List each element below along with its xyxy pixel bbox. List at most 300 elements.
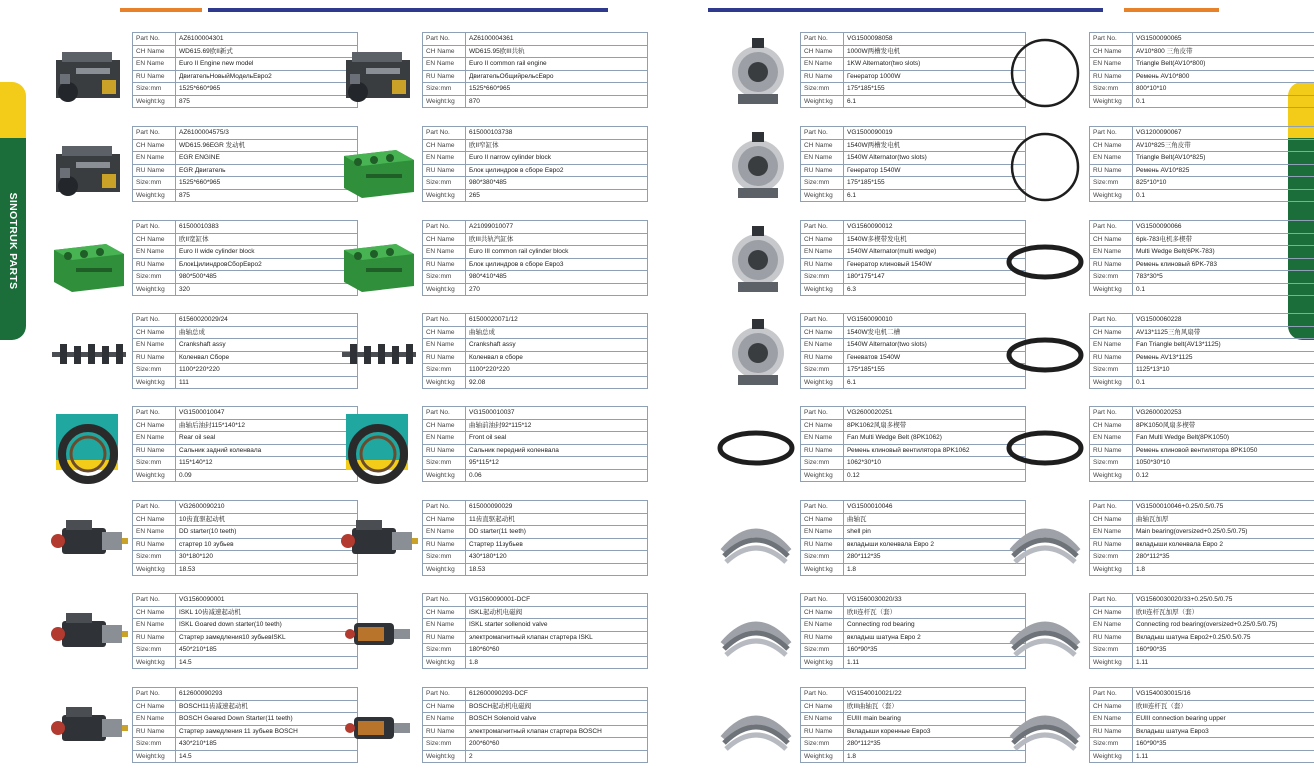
spec-label: Part No. — [1090, 127, 1133, 140]
side-tab-right — [1288, 82, 1314, 340]
spec-row-part — [133, 407, 358, 420]
spec-value-en: Main bearing(oversized+0.25/0.5/0.75) — [1133, 526, 1314, 539]
spec-row-ch — [801, 233, 1026, 246]
spec-value-weight: 6.1 — [844, 189, 1026, 202]
spec-row-weight — [423, 95, 648, 108]
spec-value-en: Fan Multi Wedge Belt (8PK1062) — [844, 432, 1026, 445]
spec-label: Part No. — [423, 594, 466, 607]
spec-value-weight: 0.12 — [844, 469, 1026, 482]
spec-row-weight — [423, 283, 648, 296]
spec-value-ch: 10齿直驱起动机 — [176, 513, 358, 526]
spec-value-size: 1525*660*965 — [176, 177, 358, 190]
product-spec-table — [1089, 32, 1314, 108]
spec-label: EN Name — [801, 152, 844, 165]
top-accent-navy-left — [208, 8, 608, 12]
spec-row-ch — [423, 700, 648, 713]
spec-label: RU Name — [133, 725, 176, 738]
spec-value-ch: WD615.69欧II新式 — [176, 45, 358, 58]
spec-label: CH Name — [133, 326, 176, 339]
spec-value-weight: 2 — [466, 750, 648, 763]
spec-row-ch — [1090, 233, 1314, 246]
spec-value-en: 1KW Alternator(two slots) — [844, 58, 1026, 71]
spec-value-part: VG1560090010 — [844, 314, 1026, 327]
spec-value-size: 800*10*10 — [1133, 83, 1314, 96]
spec-row-ch — [423, 233, 648, 246]
spec-label: Size:mm — [133, 83, 176, 96]
spec-row-ru — [1090, 351, 1314, 364]
spec-row-ch — [801, 139, 1026, 152]
spec-row-part — [423, 314, 648, 327]
spec-row-part — [1090, 407, 1314, 420]
spec-value-part: VG1500010046+0.25/0.5/0.75 — [1133, 501, 1314, 514]
spec-value-en: 1540W Alternator(two slots) — [844, 339, 1026, 352]
spec-row-ru — [801, 538, 1026, 551]
spec-row-ch — [423, 513, 648, 526]
spec-value-ru: электромагнитный клапан стартера ISKL — [466, 631, 648, 644]
spec-label: EN Name — [423, 246, 466, 259]
spec-row-size — [133, 83, 358, 96]
spec-row-ch — [423, 139, 648, 152]
spec-value-ch: 8PK1062风扇多楔带 — [844, 419, 1026, 432]
crankshaft-icon — [336, 313, 421, 395]
spec-row-ru — [1090, 258, 1314, 271]
spec-row-size — [1090, 83, 1314, 96]
spec-row-ru — [423, 258, 648, 271]
spec-label: Size:mm — [423, 83, 466, 96]
spec-label: Weight:kg — [133, 283, 176, 296]
spec-value-part: VG1500010047 — [176, 407, 358, 420]
spec-value-part: VG1200090067 — [1133, 127, 1314, 140]
spec-label: Part No. — [1090, 501, 1133, 514]
spec-row-part — [423, 127, 648, 140]
spec-value-size: 1062*30*10 — [844, 457, 1026, 470]
spec-value-ch: BOSCH起动机电磁阀 — [466, 700, 648, 713]
spec-value-weight: 1.11 — [844, 656, 1026, 669]
spec-value-weight: 1.11 — [1133, 656, 1314, 669]
spec-label: Size:mm — [423, 738, 466, 751]
spec-label: CH Name — [133, 606, 176, 619]
spec-value-en: Front oil seal — [466, 432, 648, 445]
spec-label: Size:mm — [423, 177, 466, 190]
spec-label: RU Name — [133, 258, 176, 271]
spec-label: Weight:kg — [801, 95, 844, 108]
spec-value-en: ISKL starter sollenoid valve — [466, 619, 648, 632]
spec-row-en — [1090, 619, 1314, 632]
spec-label: Size:mm — [801, 551, 844, 564]
spec-row-ru — [1090, 631, 1314, 644]
spec-row-ru — [423, 631, 648, 644]
product-spec-table — [132, 406, 358, 482]
spec-value-en: EUIII connection bearing upper — [1133, 713, 1314, 726]
spec-label: RU Name — [423, 258, 466, 271]
spec-label: Weight:kg — [801, 563, 844, 576]
spec-value-size: 175*185*155 — [844, 364, 1026, 377]
spec-row-size — [801, 457, 1026, 470]
spec-label: RU Name — [801, 631, 844, 644]
spec-label: EN Name — [423, 152, 466, 165]
spec-row-ch — [133, 45, 358, 58]
spec-value-size: 825*10*10 — [1133, 177, 1314, 190]
spec-value-ru: Генератор 1540W — [844, 164, 1026, 177]
spec-label: Part No. — [801, 594, 844, 607]
spec-value-weight: 6.3 — [844, 283, 1026, 296]
spec-row-ru — [133, 351, 358, 364]
spec-value-en: ISKL Goared down starter(10 teeth) — [176, 619, 358, 632]
spec-value-ru: Вкладыш шатуна Евро3 — [1133, 725, 1314, 738]
spec-row-ru — [423, 444, 648, 457]
spec-value-weight: 0.1 — [1133, 189, 1314, 202]
product-spec-table — [422, 32, 648, 108]
spec-value-weight: 270 — [466, 283, 648, 296]
spec-value-size: 450*210*185 — [176, 644, 358, 657]
spec-row-part — [423, 33, 648, 46]
spec-value-weight: 0.09 — [176, 469, 358, 482]
spec-row-en — [1090, 526, 1314, 539]
spec-value-en: Crankshaft assy — [176, 339, 358, 352]
spec-value-part: VG1560030020/33 — [844, 594, 1026, 607]
product-spec-table — [132, 593, 358, 669]
spec-row-part — [801, 688, 1026, 701]
spec-row-weight — [133, 750, 358, 763]
spec-label: CH Name — [133, 139, 176, 152]
spec-row-ru — [1090, 444, 1314, 457]
spec-label: EN Name — [133, 713, 176, 726]
spec-value-weight: 265 — [466, 189, 648, 202]
spec-label: EN Name — [133, 152, 176, 165]
spec-label: RU Name — [423, 70, 466, 83]
spec-label: CH Name — [1090, 606, 1133, 619]
spec-label: RU Name — [133, 631, 176, 644]
spec-value-part: A21099010077 — [466, 221, 648, 234]
oil-seal-icon — [336, 406, 421, 488]
spec-row-ru — [1090, 725, 1314, 738]
spec-row-weight — [133, 563, 358, 576]
spec-label: CH Name — [423, 45, 466, 58]
spec-label: Weight:kg — [423, 469, 466, 482]
spec-row-size — [801, 83, 1026, 96]
spec-label: Part No. — [1090, 314, 1133, 327]
spec-row-weight — [423, 656, 648, 669]
spec-value-size: 180*60*60 — [466, 644, 648, 657]
spec-label: RU Name — [133, 538, 176, 551]
spec-value-part: 61500020071/12 — [466, 314, 648, 327]
spec-label: CH Name — [423, 513, 466, 526]
spec-row-part — [1090, 501, 1314, 514]
spec-value-part: 612600090293 — [176, 688, 358, 701]
spec-value-ch: 欧III连杆瓦（套） — [1133, 700, 1314, 713]
spec-row-part — [1090, 33, 1314, 46]
spec-value-part: VG2600020251 — [844, 407, 1026, 420]
spec-label: EN Name — [1090, 58, 1133, 71]
engine-icon — [46, 32, 131, 114]
spec-row-part — [801, 407, 1026, 420]
spec-row-ch — [133, 513, 358, 526]
spec-row-weight — [1090, 469, 1314, 482]
side-label-right: SINOTRUK PARTS — [1195, 192, 1207, 290]
product-spec-table — [800, 406, 1026, 482]
spec-row-ru — [423, 725, 648, 738]
spec-label: Part No. — [133, 594, 176, 607]
spec-row-weight — [1090, 563, 1314, 576]
spec-value-en: Euro II narrow cylinder block — [466, 152, 648, 165]
spec-value-ru: ДвигательОбщийрельсЕвро — [466, 70, 648, 83]
spec-value-size: 30*180*120 — [176, 551, 358, 564]
spec-value-part: VG1560090012 — [844, 221, 1026, 234]
spec-value-size: 160*90*35 — [1133, 738, 1314, 751]
spec-row-size — [1090, 364, 1314, 377]
spec-label: Part No. — [133, 127, 176, 140]
oil-seal-icon — [46, 406, 131, 488]
spec-value-en: DD starter(10 teeth) — [176, 526, 358, 539]
spec-value-weight: 18.53 — [176, 563, 358, 576]
spec-label: EN Name — [423, 526, 466, 539]
product-spec-table — [800, 32, 1026, 108]
spec-row-en — [133, 526, 358, 539]
spec-value-weight: 111 — [176, 376, 358, 389]
spec-value-size: 175*185*155 — [844, 177, 1026, 190]
top-accent-navy-right — [708, 8, 1103, 12]
spec-row-weight — [1090, 283, 1314, 296]
product-spec-table — [1089, 593, 1314, 669]
spec-label: Part No. — [801, 127, 844, 140]
spec-value-size: 430*180*120 — [466, 551, 648, 564]
spec-label: RU Name — [133, 164, 176, 177]
spec-value-part: AZ6100004575/3 — [176, 127, 358, 140]
spec-label: Part No. — [133, 407, 176, 420]
spec-row-ch — [1090, 419, 1314, 432]
spec-row-size — [801, 271, 1026, 284]
spec-row-en — [423, 432, 648, 445]
spec-label: Weight:kg — [801, 376, 844, 389]
spec-label: Size:mm — [423, 551, 466, 564]
spec-value-ch: 1540W发电机二槽 — [844, 326, 1026, 339]
spec-value-size: 1125*13*10 — [1133, 364, 1314, 377]
spec-row-en — [423, 619, 648, 632]
product-spec-table — [1089, 687, 1314, 763]
spec-value-ru: Генератор клиновый 1540W — [844, 258, 1026, 271]
spec-value-en: Euro II wide cylinder block — [176, 246, 358, 259]
spec-row-part — [133, 127, 358, 140]
spec-label: RU Name — [1090, 258, 1133, 271]
spec-value-size: 980*410*485 — [466, 271, 648, 284]
spec-label: RU Name — [423, 538, 466, 551]
spec-value-ch: WD615.96EGR 发动机 — [176, 139, 358, 152]
spec-value-part: 615000103738 — [466, 127, 648, 140]
product-spec-table — [132, 687, 358, 763]
product-spec-table — [800, 500, 1026, 576]
spec-value-ch: BOSCH11齿减速起动机 — [176, 700, 358, 713]
starter-icon — [46, 687, 131, 769]
spec-label: RU Name — [801, 258, 844, 271]
spec-value-size: 980*500*485 — [176, 271, 358, 284]
spec-label: Weight:kg — [133, 750, 176, 763]
spec-label: Part No. — [423, 127, 466, 140]
spec-value-ru: Коленвал в сборе — [466, 351, 648, 364]
solenoid-icon — [336, 687, 421, 769]
spec-label: RU Name — [801, 70, 844, 83]
spec-value-ch: WD615.95欧III共轨 — [466, 45, 648, 58]
spec-label: EN Name — [423, 339, 466, 352]
spec-label: Size:mm — [801, 177, 844, 190]
spec-value-ru: Коленвал Сборе — [176, 351, 358, 364]
spec-label: CH Name — [423, 326, 466, 339]
product-spec-table — [422, 126, 648, 202]
spec-label: EN Name — [1090, 713, 1133, 726]
spec-row-weight — [133, 189, 358, 202]
spec-value-part: VG1560090001-DCF — [466, 594, 648, 607]
spec-row-size — [423, 551, 648, 564]
spec-value-ch: AV10*825三角皮带 — [1133, 139, 1314, 152]
spec-label: CH Name — [801, 139, 844, 152]
spec-label: RU Name — [423, 164, 466, 177]
spec-row-weight — [801, 750, 1026, 763]
spec-label: Weight:kg — [423, 563, 466, 576]
spec-row-en — [1090, 339, 1314, 352]
spec-label: Weight:kg — [1090, 656, 1133, 669]
spec-row-part — [1090, 594, 1314, 607]
spec-value-ch: 曲轴总成 — [176, 326, 358, 339]
spec-label: Weight:kg — [133, 95, 176, 108]
starter-icon — [46, 593, 131, 675]
spec-value-size: 1100*220*220 — [466, 364, 648, 377]
spec-value-part: VG1540030015/16 — [1133, 688, 1314, 701]
starter-icon — [336, 500, 421, 582]
spec-row-en — [423, 152, 648, 165]
spec-value-part: VG1500090065 — [1133, 33, 1314, 46]
spec-label: RU Name — [801, 351, 844, 364]
spec-row-weight — [1090, 95, 1314, 108]
bearing-shells-icon — [1003, 500, 1088, 582]
spec-row-part — [423, 221, 648, 234]
bearing-shells-icon — [1003, 687, 1088, 769]
spec-row-part — [133, 594, 358, 607]
spec-row-ch — [801, 45, 1026, 58]
spec-row-ch — [1090, 513, 1314, 526]
spec-value-weight: 870 — [466, 95, 648, 108]
spec-row-ch — [1090, 606, 1314, 619]
spec-row-size — [423, 457, 648, 470]
spec-label: EN Name — [1090, 246, 1133, 259]
spec-value-part: VG1540010021/22 — [844, 688, 1026, 701]
top-accent-orange-right — [1124, 8, 1219, 12]
spec-row-part — [801, 127, 1026, 140]
alternator-icon — [714, 32, 799, 114]
spec-label: Part No. — [1090, 594, 1133, 607]
spec-value-size: 160*90*35 — [1133, 644, 1314, 657]
spec-label: Weight:kg — [1090, 95, 1133, 108]
spec-row-en — [801, 526, 1026, 539]
flat-belt-icon — [714, 406, 799, 488]
spec-row-ch — [1090, 139, 1314, 152]
spec-label: Size:mm — [423, 644, 466, 657]
spec-label: Size:mm — [801, 738, 844, 751]
spec-label: Weight:kg — [1090, 750, 1133, 763]
bearing-shells-icon — [714, 500, 799, 582]
spec-row-en — [801, 619, 1026, 632]
flat-belt-icon — [1003, 313, 1088, 395]
spec-row-weight — [801, 469, 1026, 482]
spec-label: CH Name — [133, 700, 176, 713]
spec-value-en: BOSCH Solenoid valve — [466, 713, 648, 726]
spec-row-part — [801, 221, 1026, 234]
spec-row-size — [133, 644, 358, 657]
spec-row-en — [133, 432, 358, 445]
spec-value-weight: 18.53 — [466, 563, 648, 576]
spec-value-weight: 0.1 — [1133, 376, 1314, 389]
spec-value-ch: AV13*1125三角风扇带 — [1133, 326, 1314, 339]
product-spec-table — [422, 687, 648, 763]
spec-label: Size:mm — [1090, 271, 1133, 284]
spec-value-size: 175*185*155 — [844, 83, 1026, 96]
spec-label: Part No. — [801, 407, 844, 420]
spec-label: Weight:kg — [801, 189, 844, 202]
spec-label: Part No. — [423, 688, 466, 701]
spec-value-size: 200*60*60 — [466, 738, 648, 751]
spec-label: EN Name — [133, 246, 176, 259]
spec-value-ch: 欧II连杆瓦加厚（套） — [1133, 606, 1314, 619]
spec-label: Part No. — [801, 33, 844, 46]
spec-label: Size:mm — [801, 457, 844, 470]
spec-label: Part No. — [423, 221, 466, 234]
spec-label: CH Name — [801, 45, 844, 58]
spec-label: Weight:kg — [1090, 376, 1133, 389]
spec-label: Weight:kg — [1090, 189, 1133, 202]
spec-row-en — [423, 713, 648, 726]
spec-row-weight — [1090, 189, 1314, 202]
spec-value-ch: 欧II连杆瓦（套） — [844, 606, 1026, 619]
spec-label: Weight:kg — [801, 656, 844, 669]
spec-label: Weight:kg — [423, 656, 466, 669]
spec-label: CH Name — [801, 233, 844, 246]
spec-row-ru — [423, 164, 648, 177]
spec-value-ch: 曲轴瓦 — [844, 513, 1026, 526]
spec-row-size — [1090, 177, 1314, 190]
spec-value-size: 430*210*185 — [176, 738, 358, 751]
spec-label: Size:mm — [133, 457, 176, 470]
spec-row-ru — [133, 444, 358, 457]
spec-row-weight — [133, 95, 358, 108]
spec-row-ch — [1090, 700, 1314, 713]
spec-label: Size:mm — [1090, 457, 1133, 470]
spec-label: CH Name — [133, 45, 176, 58]
spec-row-part — [423, 594, 648, 607]
spec-row-ru — [801, 444, 1026, 457]
spec-row-weight — [423, 563, 648, 576]
cylinder-block-icon — [336, 126, 421, 208]
spec-label: CH Name — [801, 419, 844, 432]
spec-row-en — [423, 339, 648, 352]
spec-row-ru — [1090, 538, 1314, 551]
spec-value-ch: 1540W多楔带发电机 — [844, 233, 1026, 246]
ring-belt-icon — [1003, 32, 1088, 114]
spec-label: Part No. — [801, 314, 844, 327]
spec-value-en: 1540W Alternator(two slots) — [844, 152, 1026, 165]
spec-row-ch — [801, 606, 1026, 619]
spec-value-ch: 欧III共轨汽缸体 — [466, 233, 648, 246]
spec-row-part — [133, 314, 358, 327]
spec-row-weight — [801, 95, 1026, 108]
spec-value-ru: Геневатов 1540W — [844, 351, 1026, 364]
spec-label: RU Name — [801, 725, 844, 738]
spec-row-ch — [801, 513, 1026, 526]
spec-row-en — [801, 152, 1026, 165]
spec-row-ch — [423, 419, 648, 432]
spec-label: RU Name — [133, 351, 176, 364]
spec-row-weight — [423, 376, 648, 389]
spec-value-ch: AV10*800 三角皮带 — [1133, 45, 1314, 58]
spec-label: Size:mm — [133, 364, 176, 377]
spec-row-ru — [1090, 70, 1314, 83]
